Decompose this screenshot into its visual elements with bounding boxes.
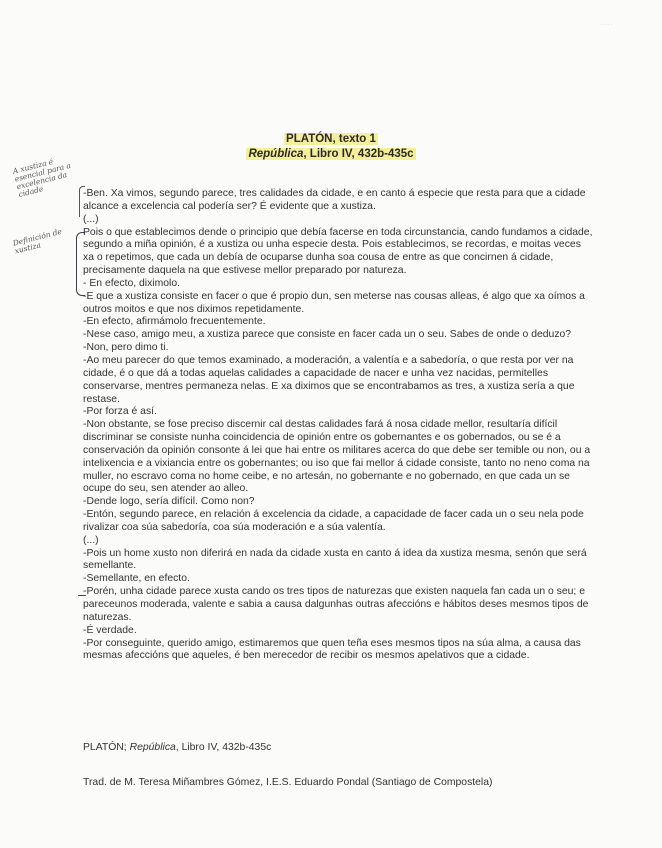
work-title: República	[248, 148, 304, 160]
paragraph: (...)	[83, 534, 99, 546]
translation-credit: Trad. de M. Teresa Miñambres Gómez, I.E.S. Eduardo Pondal (Santiago de Compostela)	[83, 777, 493, 788]
paragraph: -Ao meu parecer do que temos examinado, a moderación, a valentía e a sabedoría, o que resta por ver na cidade, é o que dá a todas aquelas calidades a capacidade de nacer e unha vez nacidas, permitelles conservarse, mentres permaneza nelas. E xa diximos que se encontrabamos as tres, a xustiza sería a que restase.	[83, 354, 575, 405]
document-subtitle	[0, 148, 662, 161]
citation-author: PLATÓN;	[83, 742, 130, 753]
scan-artifact: · · · ·	[601, 22, 612, 28]
paragraph: (...)	[83, 213, 99, 225]
work-reference: , Libro IV, 432b-435c	[303, 148, 414, 160]
subtitle-highlight	[246, 148, 415, 160]
paragraph: -Pois un home xusto non diferirá en nada da cidade xusta en canto á idea da xustiza mesma, senón que será semellante.	[83, 547, 587, 572]
document-title	[0, 133, 662, 146]
document-body	[83, 188, 593, 663]
paragraph: -Non obstante, se fose preciso discernir cal destas calidades fará á nosa cidade mellor, resultaría difícil discriminar se consiste nunha coincidencia de opinión entre os gobernantes e os gobernados, ou se é a conservación da opinión consonte á lei que hai entre os militares acerca do que debe ser temible ou non, ou a intelixencia e a vixiancia entre os gobernantes; ou iso que fai mellor á cidade consiste, tanto no neno coma na muller, no escravo coma no home ceibe, e no artesán, no gobernante e no gobernado, en que cada un se ocupe do seu, sen atender ao alleo.	[83, 419, 591, 495]
citation	[83, 741, 271, 754]
margin-note-1: A xustiza é esencial para a excelencia da cidade	[11, 157, 72, 200]
paragraph: - En efecto, diximolo.	[83, 277, 181, 289]
paragraph: -É verdade.	[83, 624, 137, 636]
paragraph: -Semellante, en efecto.	[83, 573, 190, 585]
paragraph: -Non, pero dimo ti.	[83, 342, 169, 354]
paragraph: -Entón, segundo parece, en relación á excelencia da cidade, a capacidade de facer cada un o seu nela pode rivalizar coa súa sabedoría, coa súa moderación e a súa valentía.	[83, 509, 584, 533]
paragraph: -Por conseguinte, querido amigo, estimaremos que quen teña eses mesmos tipos na súa alma, a causa das mesmas afeccións que aqueles, é ben merecedor de recibir os mesmos apelativos que a cidade.	[83, 637, 581, 662]
paragraph: -Ben. Xa vimos, segundo parece, tres calidades da cidade, e en canto á especie que resta para que a cidade alcance a excelencia cal podería ser? É evidente que a xustiza.	[83, 188, 586, 212]
paragraph: -Nese caso, amigo meu, a xustiza parece que consiste en facer cada un o seu. Sabes de onde o deduzo?	[83, 329, 572, 341]
citation-work: República	[129, 742, 176, 753]
margin-note-2: Definición de xustiza	[11, 226, 63, 256]
citation-reference: , Libro IV, 432b-435c	[175, 742, 272, 753]
paragraph: Pois o que establecimos dende o principio que debía facerse en toda circunstancia, cando fundamos a cidade, segundo a miña opinión, é a xustiza ou unha especie desta. Pois establecimos, se recordas, e moitas veces xa o repetimos, que cada un debía de ocuparse dunha soa cousa de entre as que concirnen á cidade, precisamente daquela na que estivese mellor preparado por natureza.	[83, 226, 593, 277]
paragraph: -En efecto, afirmámolo frecuentemente.	[83, 316, 266, 328]
paragraph: -Dende logo, sería difícil. Como non?	[83, 496, 255, 508]
paragraph: -E que a xustiza consiste en facer o que é propio dun, sen meterse nas cousas alleas, é algo que xa oímos a outros moitos e que nos diximos repetidamente.	[83, 290, 585, 315]
title-text: PLATÓN, texto 1	[286, 133, 376, 145]
paragraph: -Porén, unha cidade parece xusta cando os tres tipos de naturezas que existen naquela fan cada un o seu; e pareceunos moderada, valente e sabia a causa dalgunhas outras afeccións e hábitos deses mesmos tipos de naturezas.	[83, 586, 589, 623]
paragraph: -Por forza é así.	[83, 406, 157, 418]
